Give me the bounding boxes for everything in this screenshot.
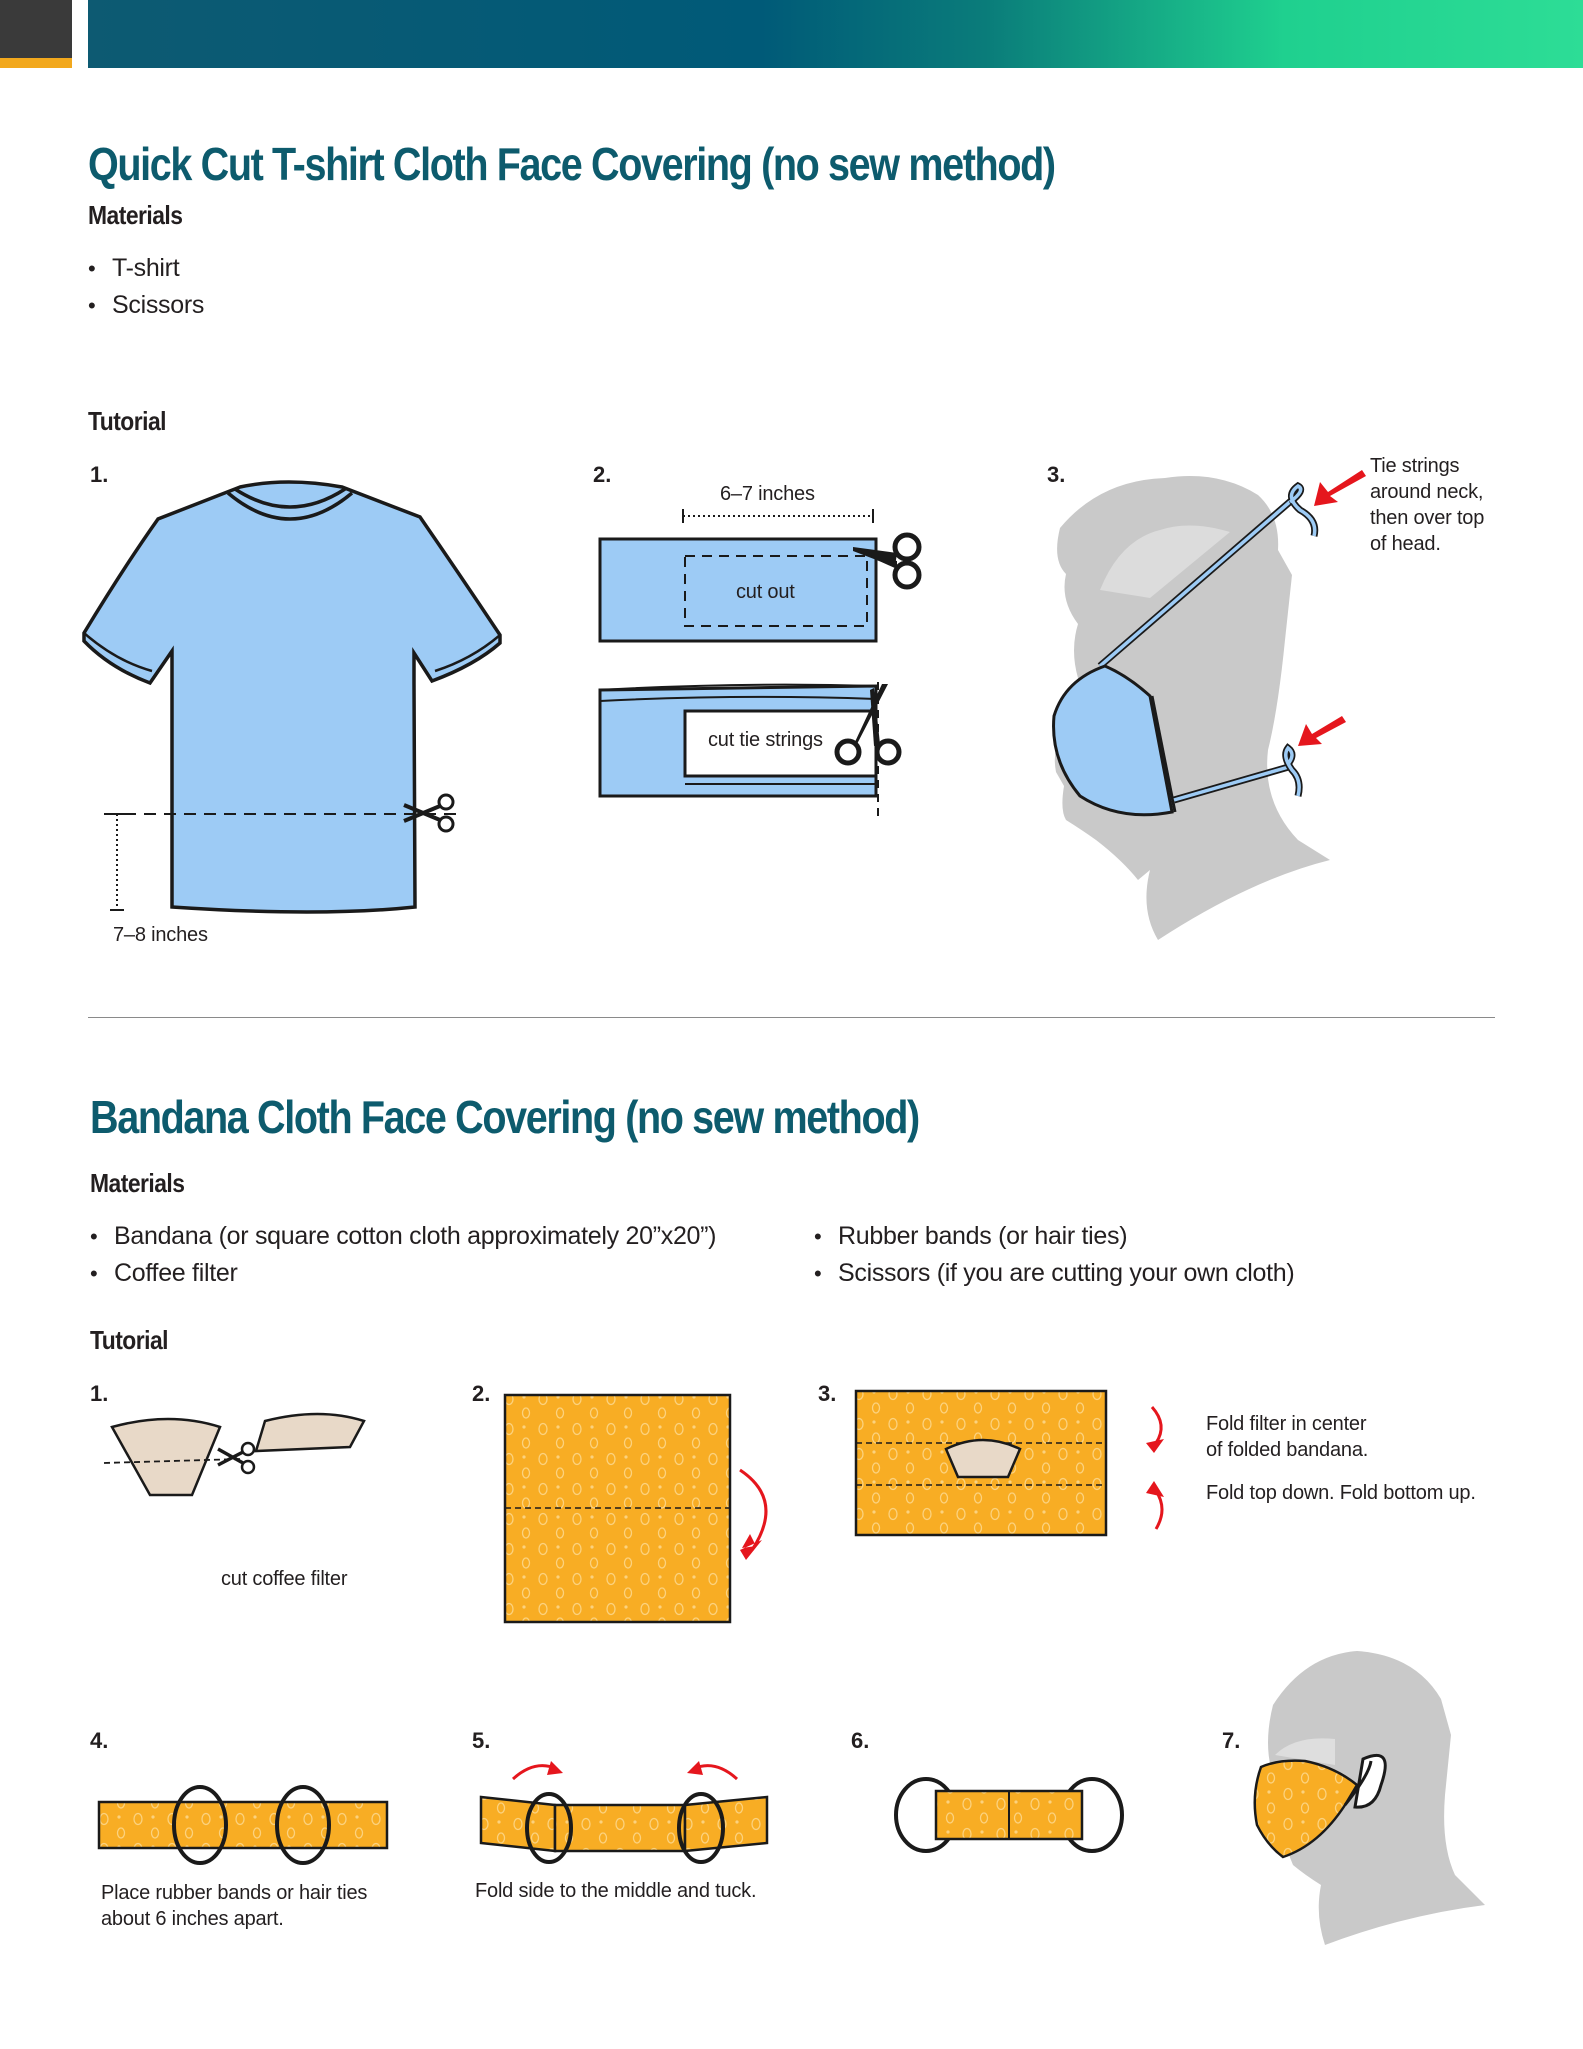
red-arrow-icon: [1298, 716, 1346, 746]
folded-mask-illustration: [890, 1765, 1130, 1865]
coffee-filter: [946, 1440, 1020, 1477]
bullet: •: [90, 1261, 98, 1286]
section1-material-item: • Scissors: [88, 291, 205, 319]
bandana-fold-illustration: [850, 1385, 1180, 1545]
head-bandana-mask-illustration: [1245, 1635, 1505, 1955]
red-arrow-icon: [547, 1761, 563, 1775]
corner-accent: [0, 58, 72, 68]
fold-sides-caption: Fold side to the middle and tuck.: [475, 1880, 757, 1902]
section2-material-item: • Rubber bands (or hair ties): [814, 1222, 1128, 1250]
section1-material-item: • T-shirt: [88, 254, 180, 282]
head-mask-illustration: [1030, 440, 1370, 960]
section-divider: [88, 1017, 1495, 1018]
step-number: 1.: [90, 1381, 109, 1406]
coffee-filter-illustration: [100, 1405, 380, 1515]
tie-note: Tie strings around neck, then over top of head.: [1370, 455, 1485, 555]
bullet: •: [90, 1224, 98, 1249]
tshirt-body: [84, 482, 500, 912]
step-number: 1.: [90, 462, 109, 487]
fold-filter-caption: Fold filter in center of folded bandana.: [1206, 1413, 1369, 1461]
header-gradient-bar: [88, 0, 1583, 68]
width-label: 6–7 inches: [720, 483, 815, 505]
step-number: 2.: [593, 462, 612, 487]
section1-materials-heading: Materials: [88, 200, 183, 230]
red-arrow-icon: [1146, 1439, 1164, 1453]
section2-material-item: • Coffee filter: [90, 1259, 238, 1287]
section2-materials-heading: Materials: [90, 1168, 185, 1198]
bandana-square-illustration: [500, 1390, 790, 1630]
red-arrow-icon: [1314, 470, 1366, 506]
section2-tutorial-heading: Tutorial: [90, 1325, 168, 1355]
bullet: •: [88, 293, 96, 318]
red-arrow-icon: [687, 1761, 703, 1775]
section2-material-item: • Bandana (or square cotton cloth approximately 20”x20”): [90, 1222, 717, 1250]
cut-tie-label: cut tie strings: [708, 729, 823, 751]
step-number: 4.: [90, 1728, 109, 1753]
bullet: •: [88, 256, 96, 281]
cut-out-label: cut out: [736, 581, 795, 603]
scissors-icon: [218, 1443, 254, 1473]
red-arrow-icon: [1146, 1481, 1164, 1497]
step-number: 5.: [472, 1728, 491, 1753]
step-number: 7.: [1222, 1728, 1241, 1753]
step-number: 2.: [472, 1381, 491, 1406]
coffee-filter-caption: cut coffee filter: [221, 1568, 348, 1590]
step-number: 6.: [851, 1728, 870, 1753]
strip-cut-illustration: [590, 500, 940, 820]
bullet: •: [814, 1261, 822, 1286]
section2-material-item: • Scissors (if you are cutting your own cloth): [814, 1259, 1295, 1287]
rubber-bands-illustration: [95, 1780, 395, 1870]
bullet: •: [814, 1224, 822, 1249]
step-number: 3.: [818, 1381, 837, 1406]
rubber-band-caption: Place rubber bands or hair ties about 6 inches apart.: [101, 1882, 368, 1930]
fold-sides-illustration: [475, 1755, 775, 1870]
measure-label: 7–8 inches: [113, 924, 208, 946]
coffee-filter: [112, 1419, 220, 1495]
section1-tutorial-heading: Tutorial: [88, 406, 166, 436]
fold-top-caption: Fold top down. Fold bottom up.: [1206, 1482, 1476, 1504]
section1-title: Quick Cut T-shirt Cloth Face Covering (no sew method): [88, 138, 1055, 190]
section2-title: Bandana Cloth Face Covering (no sew method): [90, 1091, 919, 1143]
tshirt-illustration: [80, 475, 510, 955]
step-number: 3.: [1047, 462, 1066, 487]
